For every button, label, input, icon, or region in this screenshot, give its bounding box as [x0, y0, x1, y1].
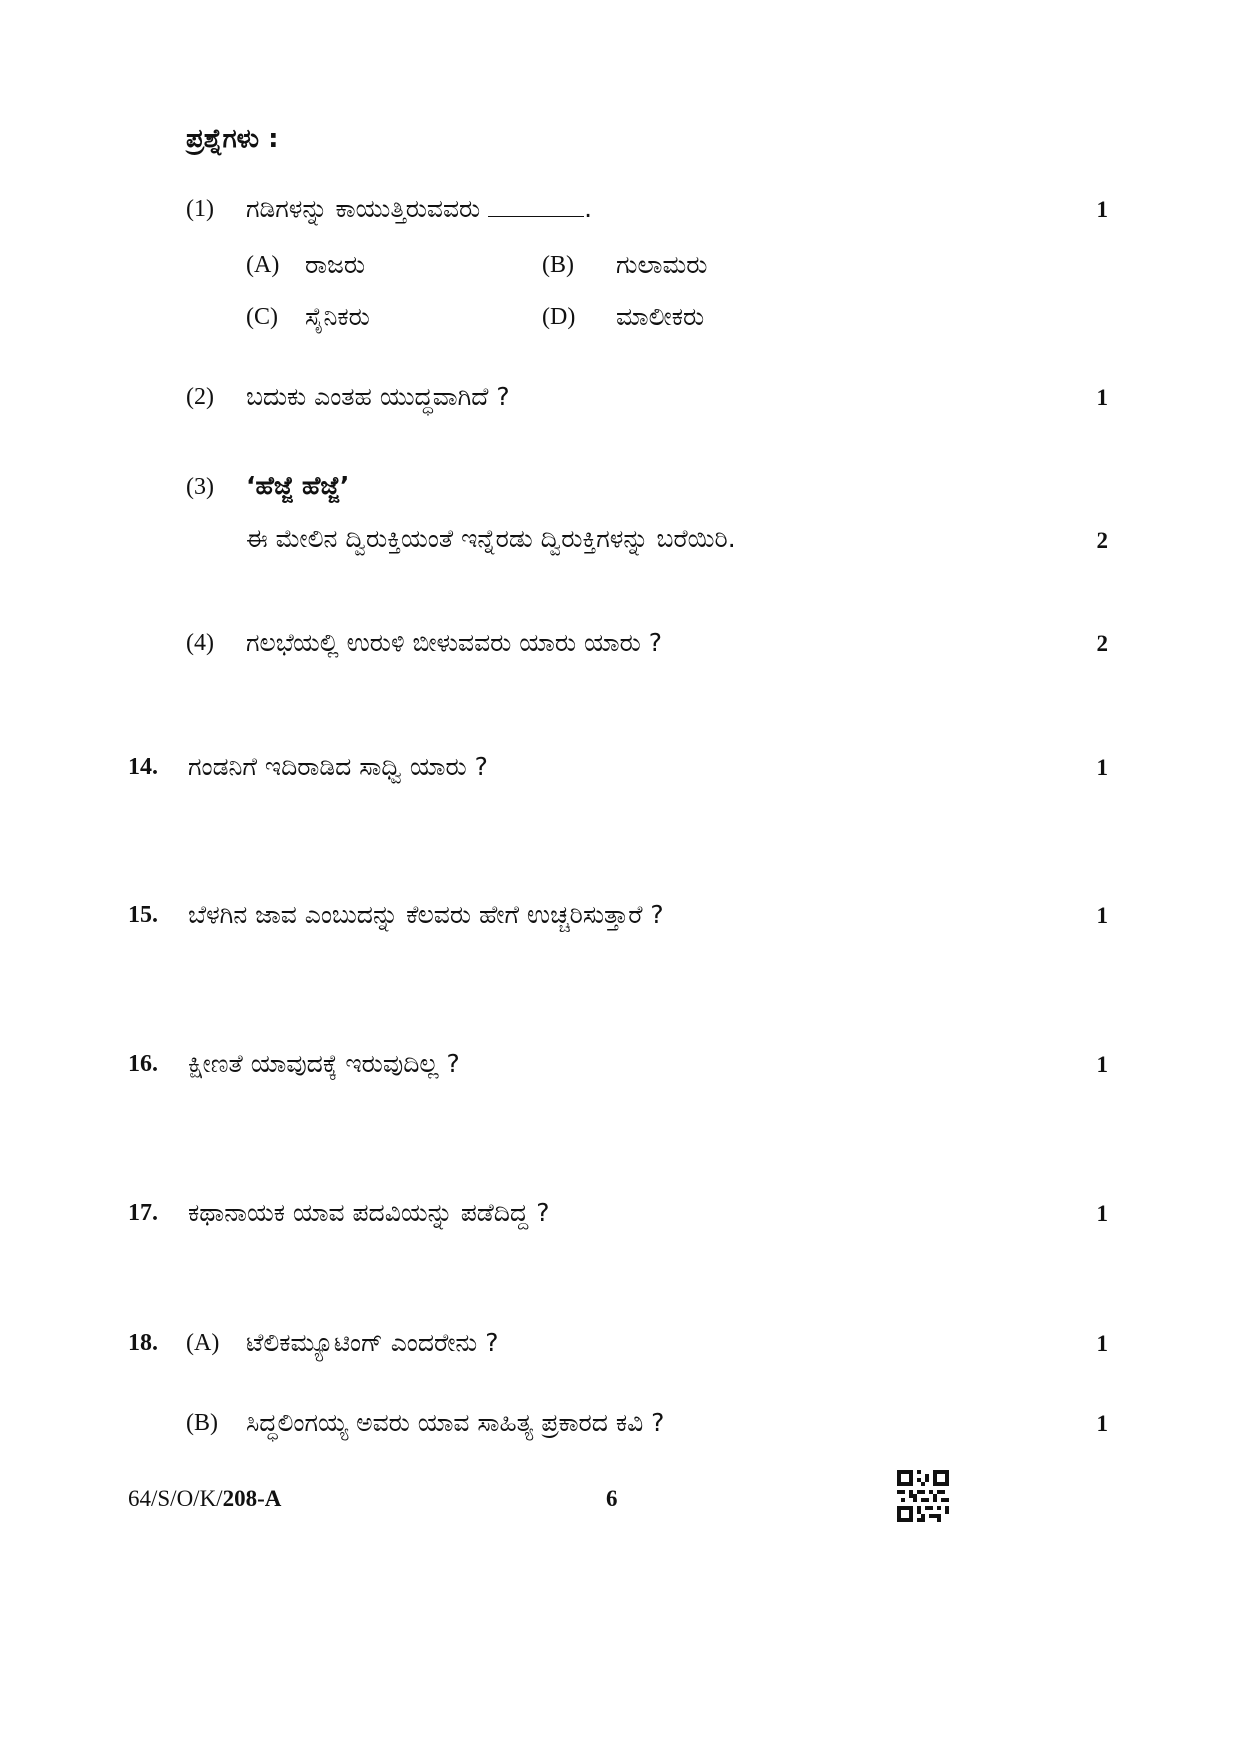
- sub-question-number: (A): [186, 1330, 220, 1356]
- paper-code: [128, 1486, 281, 1512]
- option-label: (C): [246, 304, 278, 330]
- sub-question-quote: ‘ಹೆಜ್ಜೆ ಹೆಜ್ಜೆ’: [246, 471, 350, 500]
- question-mark: 1: [1096, 1052, 1108, 1077]
- sub-question-number: (B): [186, 1410, 218, 1436]
- sub-question-text: ಸಿದ್ಧಲಿಂಗಯ್ಯ ಅವರು ಯಾವ ಸಾಹಿತ್ಯ ಪ್ರಕಾರದ ಕವಿ ?: [246, 1408, 665, 1437]
- question-mark: 1: [1096, 903, 1108, 928]
- paper-code-suffix: 208-A: [222, 1486, 282, 1511]
- option-text: ಸೈನಿಕರು: [305, 302, 370, 331]
- question-text: ಕ್ಷೀಣತೆ ಯಾವುದಕ್ಕೆ ಇರುವುದಿಲ್ಲ ?: [188, 1049, 460, 1078]
- sub-question-text: [246, 194, 592, 224]
- qr-code-icon: [897, 1470, 949, 1522]
- question-number: 15.: [128, 902, 158, 928]
- section-heading: ಪ್ರಶ್ನೆಗಳು :: [186, 124, 279, 154]
- sub-question-text-body: ಗಡಿಗಳನ್ನು ಕಾಯುತ್ತಿರುವವರು: [246, 194, 481, 223]
- question-mark: 1: [1096, 1201, 1108, 1226]
- question-text: ಗಂಡನಿಗೆ ಇದಿರಾಡಿದ ಸಾಧ್ವಿ ಯಾರು ?: [188, 752, 488, 781]
- option-label: (A): [246, 252, 280, 278]
- sub-question-text: ಬದುಕು ಎಂತಹ ಯುದ್ಧವಾಗಿದೆ ?: [246, 382, 510, 411]
- sub-question-end: .: [584, 194, 593, 223]
- answer-blank: [488, 198, 584, 217]
- option-label: (D): [542, 304, 576, 330]
- option-text: ಗುಲಾಮರು: [616, 250, 708, 279]
- question-mark: 2: [1096, 631, 1108, 656]
- question-number: 16.: [128, 1051, 158, 1077]
- question-text: ಬೆಳಗಿನ ಜಾವ ಎಂಬುದನ್ನು ಕೆಲವರು ಹೇಗೆ ಉಚ್ಚರಿಸುತ್ತಾರೆ ?: [188, 900, 664, 929]
- page-number: 6: [606, 1486, 618, 1511]
- question-mark: 1: [1096, 755, 1108, 780]
- question-mark: 1: [1096, 1411, 1108, 1436]
- question-mark: 2: [1096, 528, 1108, 553]
- question-number: 17.: [128, 1200, 158, 1226]
- option-label: (B): [542, 252, 574, 278]
- sub-question-number: (4): [186, 630, 214, 656]
- question-number: 18.: [128, 1330, 158, 1356]
- question-text: ಕಥಾನಾಯಕ ಯಾವ ಪದವಿಯನ್ನು ಪಡೆದಿದ್ದ ?: [188, 1198, 550, 1227]
- sub-question-text: ಟೆಲಿಕಮ್ಯೂಟಿಂಗ್ ಎಂದರೇನು ?: [246, 1328, 499, 1357]
- question-mark: 1: [1096, 197, 1108, 222]
- question-mark: 1: [1096, 385, 1108, 410]
- sub-question-number: (3): [186, 474, 214, 500]
- question-number: 14.: [128, 754, 158, 780]
- question-mark: 1: [1096, 1331, 1108, 1356]
- option-text: ಮಾಲೀಕರು: [616, 302, 705, 331]
- sub-question-text: ಈ ಮೇಲಿನ ದ್ವಿರುಕ್ತಿಯಂತೆ ಇನ್ನೆರಡು ದ್ವಿರುಕ್ತಿಗಳನ್ನು ಬರೆಯಿರಿ.: [246, 524, 736, 553]
- sub-question-number: (1): [186, 196, 214, 222]
- paper-code-prefix: 64/S/O/K/: [128, 1486, 223, 1511]
- sub-question-text: ಗಲಭೆಯಲ್ಲಿ ಉರುಳಿ ಬೀಳುವವರು ಯಾರು ಯಾರು ?: [246, 628, 662, 657]
- option-text: ರಾಜರು: [305, 250, 366, 279]
- sub-question-number: (2): [186, 384, 214, 410]
